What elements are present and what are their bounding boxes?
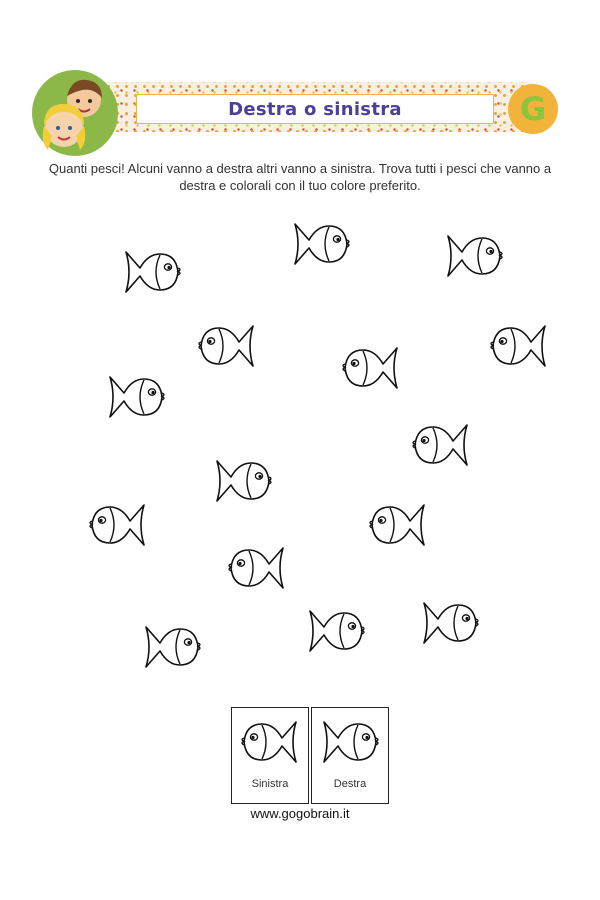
fish-right-icon xyxy=(140,619,204,675)
legend-right xyxy=(311,707,389,804)
fish-right-icon xyxy=(120,244,184,300)
fish-right-icon xyxy=(418,595,482,651)
fish-right-icon xyxy=(318,714,382,770)
fish-left-icon xyxy=(86,497,150,553)
fish-left-icon xyxy=(195,318,259,374)
fish-left-icon xyxy=(225,540,289,596)
legend-right-label: Destra xyxy=(333,778,367,790)
fish-right-icon xyxy=(442,228,506,284)
fish-left-icon xyxy=(409,417,473,473)
footer-url: www.gogobrain.it xyxy=(250,806,350,821)
legend-left-label: Sinistra xyxy=(251,778,289,790)
fish-right-icon xyxy=(289,216,353,272)
fish-left-icon xyxy=(238,714,302,770)
fish-right-icon xyxy=(304,603,368,659)
fish-left-icon xyxy=(339,340,403,396)
legend-left xyxy=(231,707,309,804)
instructions-text: Quanti pesci! Alcuni vanno a destra altri vanno a sinistra. Trova tutti i pesci che vanno a destra e colorali con il tuo colore preferito. xyxy=(48,161,552,193)
fish-right-icon xyxy=(211,453,275,509)
fish-left-icon xyxy=(366,497,430,553)
fish-left-icon xyxy=(487,318,551,374)
fish-right-icon xyxy=(104,369,168,425)
page-title: Destra o sinistra xyxy=(228,98,402,120)
logo-letter: G xyxy=(519,90,547,128)
